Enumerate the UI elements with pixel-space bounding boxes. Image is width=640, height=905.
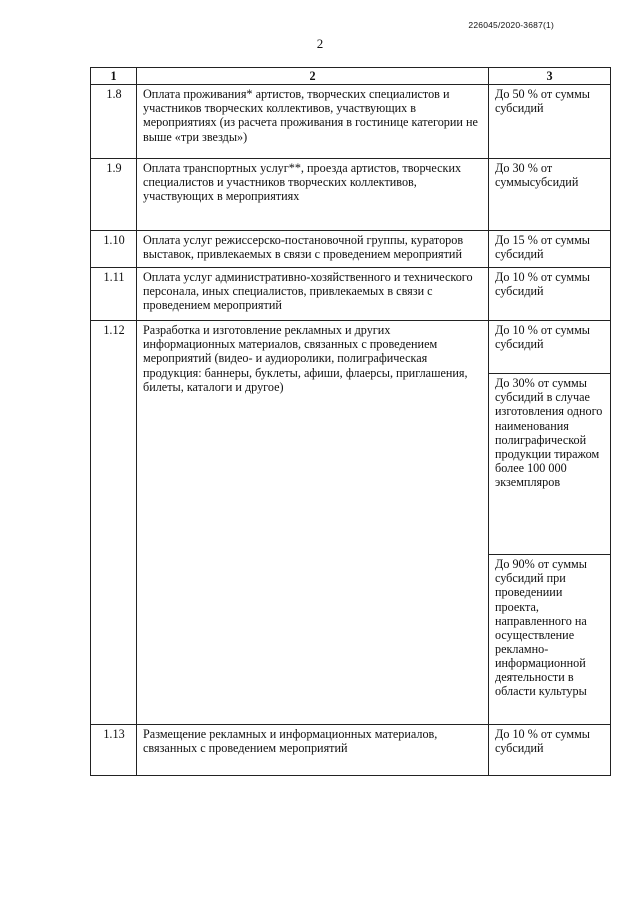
row-limit: До 15 % от суммы субсидий [489, 231, 611, 268]
table-header-row [91, 68, 611, 85]
row-description: Оплата проживания* артистов, творческих специалистов и участников творческих коллективов, участвующих в мероприятиях (из расчета проживания в гостинице категории не выше «три звезды») [137, 85, 489, 159]
row-limit-advertising-project: До 90% от суммы субсидий при проведениии проекта, направленного на осуществление рекламно-информационной деятельности в области культуры [489, 555, 611, 725]
row-number: 1.13 [91, 725, 137, 776]
expenses-table [90, 67, 611, 776]
row-number: 1.9 [91, 159, 137, 231]
row-description: Оплата услуг административно-хозяйственного и технического персонала, иных специалистов, привлекаемых в связи с проведением мероприятий [137, 268, 489, 321]
header-col-2: 2 [137, 68, 489, 85]
row-number: 1.10 [91, 231, 137, 268]
table-row [91, 159, 611, 231]
page-number: 2 [316, 36, 324, 51]
table-row [91, 268, 611, 321]
row-limit-print-run: До 30% от суммы субсидий в случае изготовления одного наименования полиграфической продукции тиражом более 100 000 экземпляров [489, 374, 611, 555]
header-col-3: 3 [489, 68, 611, 85]
row-description: Оплата транспортных услуг**, проезда артистов, творческих специалистов и участников творческих коллективов, участвующих в мероприятиях [137, 159, 489, 231]
row-limit: До 10 % от суммы субсидий [489, 268, 611, 321]
row-number: 1.11 [91, 268, 137, 321]
table-row [91, 321, 611, 374]
row-limit: До 10 % от суммы субсидий [489, 321, 611, 374]
row-number: 1.12 [91, 321, 137, 725]
table-row [91, 85, 611, 159]
header-col-1: 1 [91, 68, 137, 85]
row-limit: До 50 % от суммы субсидий [489, 85, 611, 159]
row-description: Разработка и изготовление рекламных и других информационных материалов, связанных с проведением мероприятий (видео- и аудиоролики, полиграфическая продукция: баннеры, буклеты, афиши, флаерсы, приглашения, билеты, каталоги и другое) [137, 321, 489, 725]
row-number: 1.8 [91, 85, 137, 159]
row-description: Оплата услуг режиссерско-постановочной группы, кураторов выставок, привлекаемых в связи с проведением мероприятий [137, 231, 489, 268]
row-limit: До 30 % от суммысубсидий [489, 159, 611, 231]
table-row [91, 725, 611, 776]
row-limit: До 10 % от суммы субсидий [489, 725, 611, 776]
table-row [91, 231, 611, 268]
document-number: 226045/2020-3687(1) [468, 20, 554, 30]
row-description: Размещение рекламных и информационных материалов, связанных с проведением мероприятий [137, 725, 489, 776]
